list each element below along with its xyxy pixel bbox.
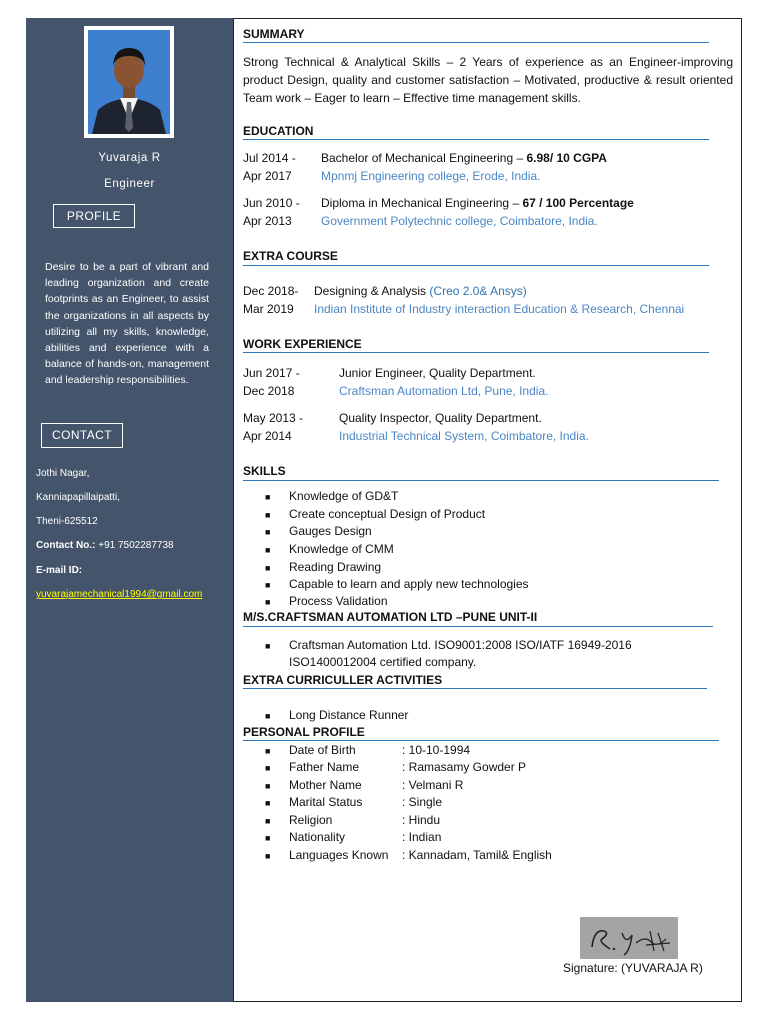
skill-item: Gauges Design <box>289 524 372 538</box>
education-heading: EDUCATION <box>243 124 314 138</box>
address-line-1: Jothi Nagar, <box>36 468 90 479</box>
personal-key: Mother Name <box>289 778 362 792</box>
skills-rule <box>243 480 719 481</box>
bullet-icon: ■ <box>265 510 271 520</box>
contact-number-label: Contact No.: <box>36 540 96 551</box>
summary-text: Strong Technical & Analytical Skills – 2 Years of experience as an Engineer-improving product Design, quality and customer satisfaction – Motivated, productive & result oriented Team work – Eager to learn – Effective time management skills. <box>243 55 733 105</box>
edu-1-degree <box>321 151 607 165</box>
address-line-2: Kanniapapillaipatti, <box>36 492 120 503</box>
edu-1-to: Apr 2017 <box>243 169 292 183</box>
bullet-icon: ■ <box>265 711 271 721</box>
work-2-to: Apr 2014 <box>243 429 292 443</box>
sidebar <box>26 18 233 1002</box>
personal-rule <box>243 740 719 741</box>
edu-2-to: Apr 2013 <box>243 214 292 228</box>
craftsman-rule <box>243 626 713 627</box>
bullet-icon: ■ <box>265 763 271 773</box>
bullet-icon: ■ <box>265 781 271 791</box>
work-2-from: May 2013 - <box>243 411 304 425</box>
skill-item: Reading Drawing <box>289 560 382 574</box>
personal-value: : Single <box>402 795 443 809</box>
course-to: Mar 2019 <box>243 302 294 316</box>
email-label <box>36 565 82 576</box>
skill-item: Capable to learn and apply new technologies <box>289 577 529 591</box>
bullet-icon: ■ <box>265 563 271 573</box>
bullet-icon: ■ <box>265 816 271 826</box>
summary-rule <box>243 42 709 43</box>
email-line <box>36 589 202 600</box>
work-2-role: Quality Inspector, Quality Department. <box>339 411 542 425</box>
bullet-icon: ■ <box>265 851 271 861</box>
edu-1-school: Mpnmj Engineering college, Erode, India. <box>321 169 541 183</box>
bullet-icon: ■ <box>265 641 271 651</box>
work-rule <box>243 352 709 353</box>
activity-item: Long Distance Runner <box>289 708 409 722</box>
personal-key: Date of Birth <box>289 743 356 757</box>
summary-heading: SUMMARY <box>243 27 305 41</box>
email-label-text: E-mail ID: <box>36 565 83 576</box>
profile-label: PROFILE <box>53 204 135 228</box>
profile-text: Desire to be a part of vibrant and leading organization and create footprints as an Engineer, to assist the organizations in all aspects by utilizing all my skills, knowledge, abilities and experience with a balance of hands-on, management and leadership responsibilities. <box>45 261 209 387</box>
extra-course-heading: EXTRA COURSE <box>243 249 338 263</box>
handwritten-signature-icon <box>580 917 678 959</box>
bullet-icon: ■ <box>265 492 271 502</box>
work-1-role: Junior Engineer, Quality Department. <box>339 366 536 380</box>
edu-2-degree <box>321 196 634 210</box>
edu-2-degree-text: Diploma in Mechanical Engineering – <box>321 196 523 210</box>
bullet-icon: ■ <box>265 527 271 537</box>
course-institute: Indian Institute of Industry interaction Education & Research, Chennai <box>314 302 685 316</box>
candidate-title: Engineer <box>104 178 155 190</box>
personal-key: Marital Status <box>289 795 363 809</box>
contact-number <box>36 540 174 551</box>
email-link[interactable]: yuvarajamechanical1994@gmail.com <box>36 589 203 600</box>
edu-2-from: Jun 2010 - <box>243 196 300 210</box>
craftsman-heading: M/S.CRAFTSMAN AUTOMATION LTD –PUNE UNIT-II <box>243 610 538 624</box>
craftsman-line-2: ISO1400012004 certified company. <box>289 655 477 669</box>
skill-item: Knowledge of CMM <box>289 542 394 556</box>
bullet-icon: ■ <box>265 545 271 555</box>
personal-value: : Indian <box>402 830 442 844</box>
course-name <box>314 284 527 298</box>
work-heading: WORK EXPERIENCE <box>243 337 362 351</box>
edu-1-score: 6.98/ 10 CGPA <box>526 151 607 165</box>
personal-value: : Ramasamy Gowder P <box>402 760 527 774</box>
personal-key: Languages Known <box>289 848 389 862</box>
edu-2-score: 67 / 100 Percentage <box>522 196 634 210</box>
signature-image <box>580 917 678 959</box>
profile-photo <box>84 26 174 138</box>
work-1-from: Jun 2017 - <box>243 366 300 380</box>
bullet-icon: ■ <box>265 597 271 607</box>
extracurricular-heading: EXTRA CURRICULLER ACTIVITIES <box>243 673 443 687</box>
work-2-company: Industrial Technical System, Coimbatore, India. <box>339 429 589 443</box>
course-from: Dec 2018- <box>243 284 299 298</box>
personal-value: : Velmani R <box>402 778 464 792</box>
extra-course-rule <box>243 265 709 266</box>
bullet-icon: ■ <box>265 798 271 808</box>
craftsman-line-1: Craftsman Automation Ltd. ISO9001:2008 ISO/IATF 16949-2016 <box>289 638 632 652</box>
course-tools: (Creo 2.0& Ansys) <box>429 284 527 298</box>
personal-value: : Hindu <box>402 813 441 827</box>
skill-item: Process Validation <box>289 594 388 608</box>
signature-label: Signature: (YUVARAJA R) <box>563 961 703 975</box>
education-rule <box>243 139 709 140</box>
contact-number-value: +91 7502287738 <box>95 540 174 551</box>
main-content <box>233 18 742 1002</box>
personal-key: Religion <box>289 813 333 827</box>
contact-label: CONTACT <box>41 423 123 448</box>
candidate-name: Yuvaraja R <box>98 152 161 164</box>
edu-1-degree-text: Bachelor of Mechanical Engineering – <box>321 151 527 165</box>
skill-item: Knowledge of GD&T <box>289 489 399 503</box>
work-1-to: Dec 2018 <box>243 384 295 398</box>
bullet-icon: ■ <box>265 580 271 590</box>
personal-key: Nationality <box>289 830 346 844</box>
bullet-icon: ■ <box>265 746 271 756</box>
address-line-3: Theni-625512 <box>36 516 98 527</box>
work-1-company: Craftsman Automation Ltd, Pune, India. <box>339 384 549 398</box>
person-portrait-icon <box>88 30 170 134</box>
edu-2-school: Government Polytechnic college, Coimbatore, India. <box>321 214 598 228</box>
personal-heading: PERSONAL PROFILE <box>243 725 365 739</box>
skills-heading: SKILLS <box>243 464 286 478</box>
course-name-text: Designing & Analysis <box>314 284 430 298</box>
personal-value: : Kannadam, Tamil& English <box>402 848 552 862</box>
personal-value: : 10-10-1994 <box>402 743 471 757</box>
extracurricular-rule <box>243 688 707 689</box>
edu-1-from: Jul 2014 - <box>243 151 296 165</box>
skill-item: Create conceptual Design of Product <box>289 507 486 521</box>
bullet-icon: ■ <box>265 833 271 843</box>
personal-key: Father Name <box>289 760 360 774</box>
